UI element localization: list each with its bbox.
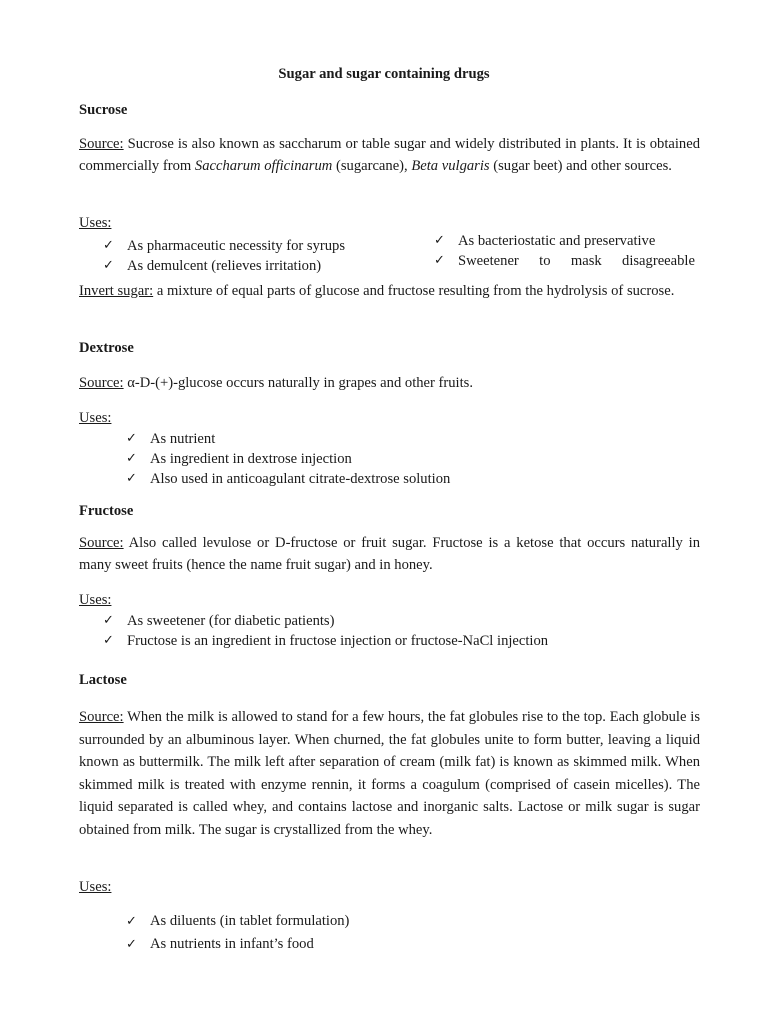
section-heading-dextrose: Dextrose bbox=[79, 340, 134, 356]
lactose-source-paragraph bbox=[79, 706, 700, 842]
check-icon: ✓ bbox=[126, 471, 137, 486]
check-icon: ✓ bbox=[434, 233, 445, 248]
uses-label: Uses: bbox=[79, 592, 112, 608]
check-icon: ✓ bbox=[103, 238, 114, 253]
sucrose-source-paragraph bbox=[79, 133, 700, 177]
check-icon: ✓ bbox=[434, 253, 445, 268]
list-item: ✓ Also used in anticoagulant citrate-dextrose solution bbox=[126, 471, 451, 487]
list-item: ✓ As diluents (in tablet formulation) bbox=[126, 910, 349, 933]
list-item: ✓ As bacteriostatic and preservative bbox=[434, 233, 656, 249]
source-text: (sugarcane), bbox=[332, 158, 412, 174]
list-item: ✓ As ingredient in dextrose injection bbox=[126, 451, 352, 467]
sucrose-uses-left-list bbox=[103, 236, 345, 276]
list-item: ✓ Fructose is an ingredient in fructose injection or fructose-NaCl injection bbox=[103, 633, 549, 649]
dextrose-source-paragraph bbox=[79, 372, 700, 394]
list-item: ✓ As demulcent (relieves irritation) bbox=[103, 258, 322, 274]
check-icon: ✓ bbox=[103, 613, 114, 628]
list-item: ✓ As nutrient bbox=[126, 431, 216, 447]
lactose-uses-list bbox=[126, 910, 349, 956]
source-text: (sugar beet) and other sources. bbox=[489, 158, 672, 174]
dextrose-uses-list bbox=[126, 429, 450, 489]
list-item: ✓ As sweetener (for diabetic patients) bbox=[103, 613, 335, 629]
check-icon: ✓ bbox=[103, 633, 114, 648]
section-heading-sucrose: Sucrose bbox=[79, 102, 128, 118]
invert-sugar-text: a mixture of equal parts of glucose and fructose resulting from the hydrolysis of sucrose. bbox=[153, 283, 675, 299]
page-title: Sugar and sugar containing drugs bbox=[278, 66, 490, 82]
source-label: Source: bbox=[79, 535, 124, 551]
list-item bbox=[434, 251, 695, 271]
invert-sugar-label: Invert sugar: bbox=[79, 283, 154, 299]
source-label: Source: bbox=[79, 136, 124, 152]
source-text: Sucrose is also known as saccharum or table sugar and widely distributed in plants. It is obtained commercially from bbox=[79, 136, 700, 174]
fructose-uses-list bbox=[103, 611, 548, 651]
source-text: α-D-(+)-glucose occurs naturally in grapes and other fruits. bbox=[123, 375, 473, 391]
source-label: Source: bbox=[79, 375, 124, 391]
check-icon: ✓ bbox=[103, 258, 114, 273]
check-icon: ✓ bbox=[126, 431, 137, 446]
invert-sugar-paragraph bbox=[79, 280, 700, 302]
check-icon: ✓ bbox=[126, 937, 137, 952]
source-text: Also called levulose or D-fructose or fruit sugar. Fructose is a ketose that occurs naturally in many sweet fruits (hence the name fruit sugar) and in honey. bbox=[79, 535, 700, 573]
uses-label: Uses: bbox=[79, 215, 112, 231]
section-heading-fructose: Fructose bbox=[79, 503, 134, 519]
list-item: ✓ As nutrients in infant’s food bbox=[126, 933, 349, 956]
species-name: Saccharum officinarum bbox=[194, 158, 333, 174]
check-icon: ✓ bbox=[126, 914, 137, 929]
list-item-text: Sweetener to mask disagreeable bbox=[458, 253, 695, 269]
source-label: Source: bbox=[79, 709, 124, 725]
source-text: When the milk is allowed to stand for a few hours, the fat globules rise to the top. Each globule is surrounded by an albuminous layer. When churned, the fat globules unite to form butter, leaving a liquid known as buttermilk. The milk left after separation of cream (milk fat) is known as skimmed milk. When skimmed milk is treated with enzyme rennin, it forms a coagulum (comprised of casein micelles). The liquid separated is called whey, and contains lactose and inorganic salts. Lactose or milk sugar is sugar obtained from milk. The sugar is crystallized from the whey. bbox=[79, 709, 700, 838]
uses-label: Uses: bbox=[79, 410, 112, 426]
sucrose-uses-right-list bbox=[434, 231, 695, 271]
fructose-source-paragraph bbox=[79, 532, 700, 576]
section-heading-lactose: Lactose bbox=[79, 672, 127, 688]
species-name: Beta vulgaris bbox=[411, 158, 490, 174]
list-item: ✓ As pharmaceutic necessity for syrups bbox=[103, 238, 346, 254]
uses-label: Uses: bbox=[79, 879, 112, 895]
check-icon: ✓ bbox=[126, 451, 137, 466]
